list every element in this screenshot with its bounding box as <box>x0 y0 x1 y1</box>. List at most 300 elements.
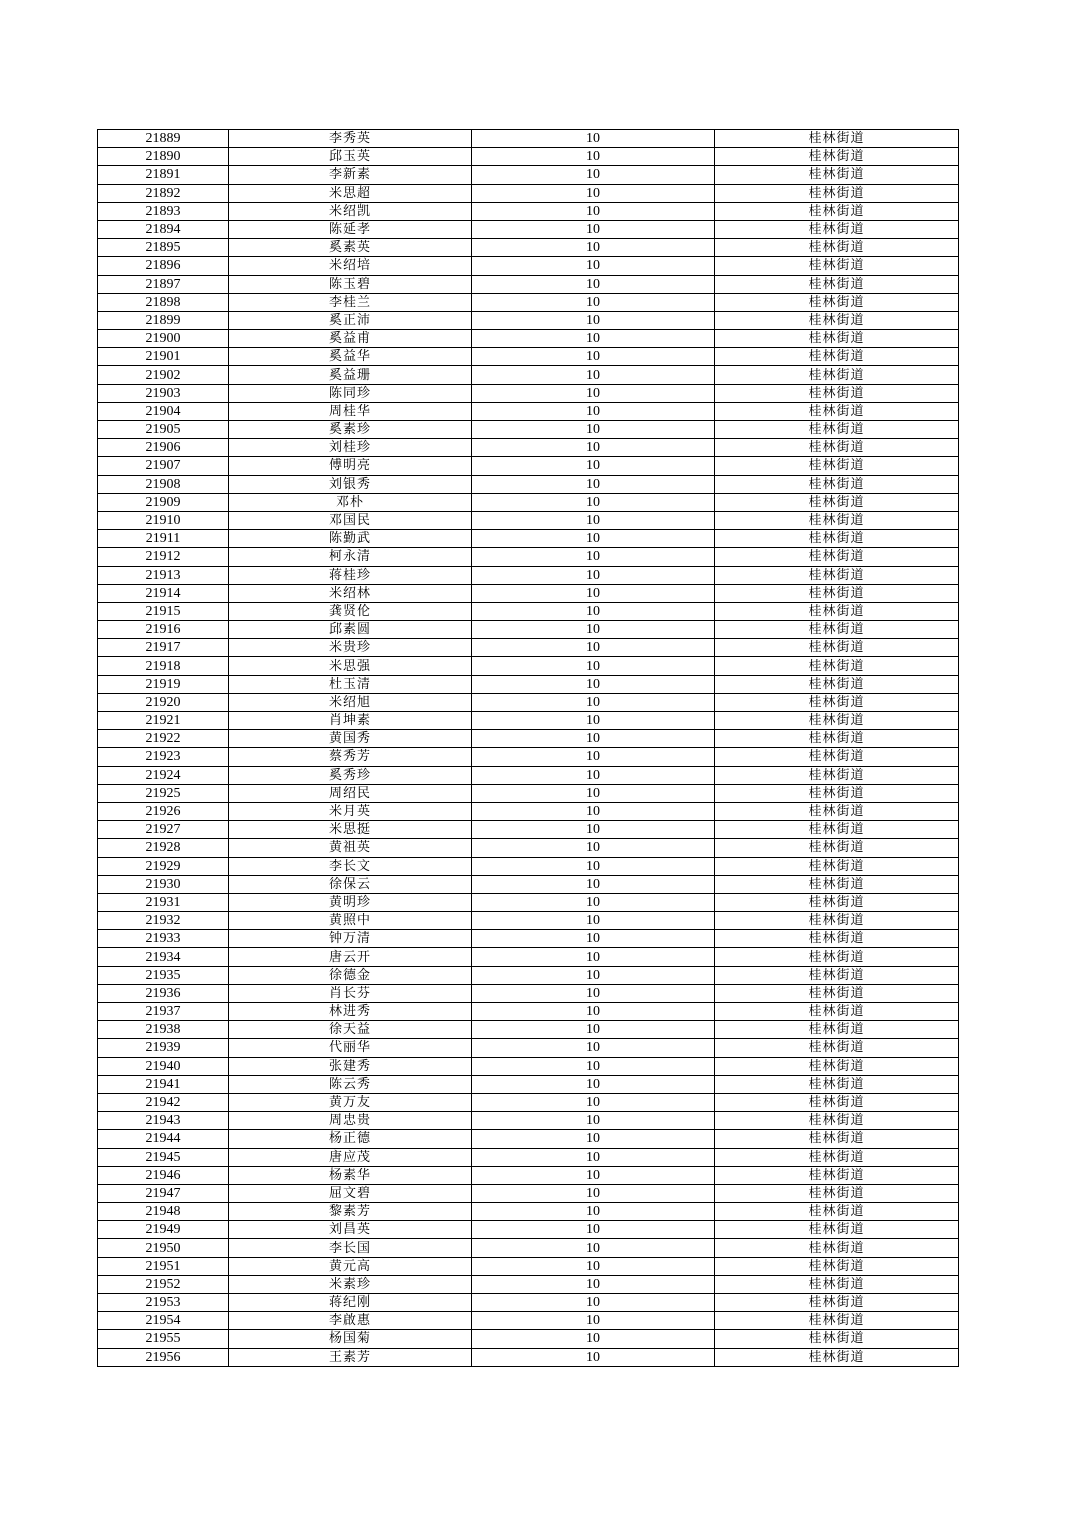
cell-amount: 10 <box>472 1257 715 1275</box>
table-row <box>98 1312 959 1330</box>
cell-name: 刘昌英 <box>229 1221 472 1239</box>
cell-street: 桂林街道 <box>715 293 959 311</box>
cell-name: 邓朴 <box>229 493 472 511</box>
cell-street: 桂林街道 <box>715 602 959 620</box>
cell-name: 陈玉碧 <box>229 275 472 293</box>
cell-amount: 10 <box>472 1221 715 1239</box>
cell-name: 徐天益 <box>229 1021 472 1039</box>
cell-street: 桂林街道 <box>715 1312 959 1330</box>
cell-street: 桂林街道 <box>715 712 959 730</box>
table-row <box>98 675 959 693</box>
cell-name: 米贵珍 <box>229 639 472 657</box>
cell-id: 21903 <box>98 384 229 402</box>
cell-amount: 10 <box>472 439 715 457</box>
cell-name: 代丽华 <box>229 1039 472 1057</box>
cell-street: 桂林街道 <box>715 748 959 766</box>
cell-id: 21944 <box>98 1130 229 1148</box>
cell-amount: 10 <box>472 602 715 620</box>
cell-name: 米绍林 <box>229 584 472 602</box>
cell-name: 黄明珍 <box>229 893 472 911</box>
cell-id: 21952 <box>98 1275 229 1293</box>
cell-amount: 10 <box>472 1330 715 1348</box>
cell-street: 桂林街道 <box>715 1039 959 1057</box>
cell-amount: 10 <box>472 511 715 529</box>
table-row <box>98 912 959 930</box>
cell-name: 李长国 <box>229 1239 472 1257</box>
cell-street: 桂林街道 <box>715 1075 959 1093</box>
cell-amount: 10 <box>472 148 715 166</box>
cell-name: 李长文 <box>229 857 472 875</box>
cell-amount: 10 <box>472 839 715 857</box>
cell-id: 21917 <box>98 639 229 657</box>
cell-amount: 10 <box>472 875 715 893</box>
cell-id: 21901 <box>98 348 229 366</box>
cell-street: 桂林街道 <box>715 1093 959 1111</box>
table-row <box>98 166 959 184</box>
cell-id: 21896 <box>98 257 229 275</box>
table-row <box>98 220 959 238</box>
table-row <box>98 348 959 366</box>
cell-street: 桂林街道 <box>715 1021 959 1039</box>
cell-id: 21919 <box>98 675 229 693</box>
table-row <box>98 730 959 748</box>
cell-amount: 10 <box>472 348 715 366</box>
cell-name: 周桂华 <box>229 402 472 420</box>
cell-id: 21938 <box>98 1021 229 1039</box>
table-row <box>98 1221 959 1239</box>
cell-id: 21939 <box>98 1039 229 1057</box>
cell-id: 21950 <box>98 1239 229 1257</box>
table-row <box>98 1294 959 1312</box>
cell-street: 桂林街道 <box>715 239 959 257</box>
cell-id: 21946 <box>98 1166 229 1184</box>
table-row <box>98 639 959 657</box>
cell-amount: 10 <box>472 493 715 511</box>
cell-id: 21932 <box>98 912 229 930</box>
table-row <box>98 748 959 766</box>
cell-amount: 10 <box>472 1112 715 1130</box>
cell-id: 21928 <box>98 839 229 857</box>
table-row <box>98 1239 959 1257</box>
cell-name: 李新素 <box>229 166 472 184</box>
cell-amount: 10 <box>472 1039 715 1057</box>
table-row <box>98 712 959 730</box>
cell-id: 21923 <box>98 748 229 766</box>
cell-name: 陈云秀 <box>229 1075 472 1093</box>
cell-amount: 10 <box>472 311 715 329</box>
cell-amount: 10 <box>472 1184 715 1202</box>
table-row <box>98 930 959 948</box>
cell-street: 桂林街道 <box>715 257 959 275</box>
cell-amount: 10 <box>472 566 715 584</box>
table-row <box>98 293 959 311</box>
cell-name: 奚益珊 <box>229 366 472 384</box>
table-row <box>98 1039 959 1057</box>
cell-street: 桂林街道 <box>715 1184 959 1202</box>
table-row <box>98 239 959 257</box>
cell-amount: 10 <box>472 402 715 420</box>
data-table <box>97 129 959 1367</box>
table-row <box>98 948 959 966</box>
cell-street: 桂林街道 <box>715 621 959 639</box>
cell-street: 桂林街道 <box>715 1130 959 1148</box>
cell-street: 桂林街道 <box>715 1239 959 1257</box>
cell-amount: 10 <box>472 893 715 911</box>
cell-name: 刘银秀 <box>229 475 472 493</box>
cell-amount: 10 <box>472 1275 715 1293</box>
cell-id: 21937 <box>98 1003 229 1021</box>
cell-name: 李秀英 <box>229 130 472 148</box>
cell-street: 桂林街道 <box>715 984 959 1002</box>
cell-name: 米素珍 <box>229 1275 472 1293</box>
cell-amount: 10 <box>472 948 715 966</box>
cell-street: 桂林街道 <box>715 421 959 439</box>
cell-street: 桂林街道 <box>715 1003 959 1021</box>
cell-amount: 10 <box>472 1203 715 1221</box>
cell-name: 米思强 <box>229 657 472 675</box>
cell-id: 21908 <box>98 475 229 493</box>
cell-name: 奚正沛 <box>229 311 472 329</box>
cell-name: 王素芳 <box>229 1348 472 1366</box>
cell-street: 桂林街道 <box>715 548 959 566</box>
cell-name: 米绍培 <box>229 257 472 275</box>
table-row <box>98 1075 959 1093</box>
cell-street: 桂林街道 <box>715 821 959 839</box>
cell-amount: 10 <box>472 1075 715 1093</box>
cell-name: 傅明亮 <box>229 457 472 475</box>
cell-street: 桂林街道 <box>715 202 959 220</box>
cell-id: 21913 <box>98 566 229 584</box>
table-row <box>98 1330 959 1348</box>
table-row <box>98 802 959 820</box>
table-row <box>98 784 959 802</box>
cell-amount: 10 <box>472 257 715 275</box>
cell-name: 邱玉英 <box>229 148 472 166</box>
table-row <box>98 311 959 329</box>
cell-street: 桂林街道 <box>715 930 959 948</box>
cell-name: 屈文碧 <box>229 1184 472 1202</box>
table-row <box>98 475 959 493</box>
cell-name: 黄国秀 <box>229 730 472 748</box>
cell-amount: 10 <box>472 966 715 984</box>
cell-id: 21927 <box>98 821 229 839</box>
table-row <box>98 202 959 220</box>
table-row <box>98 821 959 839</box>
cell-street: 桂林街道 <box>715 511 959 529</box>
cell-amount: 10 <box>472 1348 715 1366</box>
cell-amount: 10 <box>472 857 715 875</box>
cell-street: 桂林街道 <box>715 275 959 293</box>
cell-id: 21909 <box>98 493 229 511</box>
table-row <box>98 421 959 439</box>
cell-name: 柯永清 <box>229 548 472 566</box>
cell-name: 唐云开 <box>229 948 472 966</box>
cell-street: 桂林街道 <box>715 912 959 930</box>
table-row <box>98 1093 959 1111</box>
cell-street: 桂林街道 <box>715 1294 959 1312</box>
cell-amount: 10 <box>472 1003 715 1021</box>
cell-street: 桂林街道 <box>715 1112 959 1130</box>
cell-name: 米思超 <box>229 184 472 202</box>
table-row <box>98 984 959 1002</box>
cell-name: 钟万清 <box>229 930 472 948</box>
cell-id: 21924 <box>98 766 229 784</box>
cell-amount: 10 <box>472 1166 715 1184</box>
cell-name: 徐德金 <box>229 966 472 984</box>
cell-amount: 10 <box>472 657 715 675</box>
cell-street: 桂林街道 <box>715 1275 959 1293</box>
cell-name: 杨正德 <box>229 1130 472 1148</box>
cell-name: 奚素珍 <box>229 421 472 439</box>
table-row <box>98 566 959 584</box>
cell-street: 桂林街道 <box>715 530 959 548</box>
cell-id: 21925 <box>98 784 229 802</box>
cell-id: 21911 <box>98 530 229 548</box>
cell-amount: 10 <box>472 1294 715 1312</box>
cell-name: 蒋纪刚 <box>229 1294 472 1312</box>
cell-id: 21955 <box>98 1330 229 1348</box>
cell-street: 桂林街道 <box>715 893 959 911</box>
cell-street: 桂林街道 <box>715 1330 959 1348</box>
cell-amount: 10 <box>472 130 715 148</box>
table-row <box>98 584 959 602</box>
cell-amount: 10 <box>472 330 715 348</box>
cell-id: 21905 <box>98 421 229 439</box>
cell-id: 21906 <box>98 439 229 457</box>
cell-id: 21902 <box>98 366 229 384</box>
cell-name: 黎素芳 <box>229 1203 472 1221</box>
cell-street: 桂林街道 <box>715 457 959 475</box>
cell-street: 桂林街道 <box>715 948 959 966</box>
cell-street: 桂林街道 <box>715 966 959 984</box>
table-row <box>98 693 959 711</box>
cell-amount: 10 <box>472 184 715 202</box>
cell-street: 桂林街道 <box>715 1166 959 1184</box>
cell-street: 桂林街道 <box>715 366 959 384</box>
cell-amount: 10 <box>472 421 715 439</box>
cell-name: 徐保云 <box>229 875 472 893</box>
table-row <box>98 893 959 911</box>
cell-id: 21893 <box>98 202 229 220</box>
cell-id: 21940 <box>98 1057 229 1075</box>
cell-amount: 10 <box>472 220 715 238</box>
cell-amount: 10 <box>472 766 715 784</box>
cell-id: 21910 <box>98 511 229 529</box>
cell-id: 21943 <box>98 1112 229 1130</box>
cell-street: 桂林街道 <box>715 1148 959 1166</box>
table-row <box>98 966 959 984</box>
cell-name: 奚素英 <box>229 239 472 257</box>
cell-name: 邱素圆 <box>229 621 472 639</box>
cell-name: 陈同珍 <box>229 384 472 402</box>
cell-id: 21918 <box>98 657 229 675</box>
cell-name: 蒋桂珍 <box>229 566 472 584</box>
cell-name: 米绍凯 <box>229 202 472 220</box>
table-row <box>98 1148 959 1166</box>
table-row <box>98 1112 959 1130</box>
cell-amount: 10 <box>472 1148 715 1166</box>
table-row <box>98 257 959 275</box>
cell-name: 李桂兰 <box>229 293 472 311</box>
cell-amount: 10 <box>472 730 715 748</box>
cell-name: 林进秀 <box>229 1003 472 1021</box>
cell-amount: 10 <box>472 1130 715 1148</box>
table-row <box>98 1021 959 1039</box>
table-row <box>98 1057 959 1075</box>
cell-name: 陈勤武 <box>229 530 472 548</box>
cell-id: 21942 <box>98 1093 229 1111</box>
cell-name: 米绍旭 <box>229 693 472 711</box>
cell-id: 21936 <box>98 984 229 1002</box>
cell-id: 21912 <box>98 548 229 566</box>
cell-name: 龚贤伦 <box>229 602 472 620</box>
cell-name: 奚益甫 <box>229 330 472 348</box>
cell-street: 桂林街道 <box>715 784 959 802</box>
cell-amount: 10 <box>472 1093 715 1111</box>
cell-street: 桂林街道 <box>715 802 959 820</box>
cell-street: 桂林街道 <box>715 657 959 675</box>
cell-name: 黄万友 <box>229 1093 472 1111</box>
cell-id: 21920 <box>98 693 229 711</box>
cell-name: 张建秀 <box>229 1057 472 1075</box>
table-row <box>98 1203 959 1221</box>
cell-street: 桂林街道 <box>715 1257 959 1275</box>
cell-name: 肖长芬 <box>229 984 472 1002</box>
cell-street: 桂林街道 <box>715 639 959 657</box>
cell-id: 21916 <box>98 621 229 639</box>
cell-street: 桂林街道 <box>715 220 959 238</box>
cell-id: 21889 <box>98 130 229 148</box>
cell-amount: 10 <box>472 639 715 657</box>
table-row <box>98 439 959 457</box>
cell-id: 21895 <box>98 239 229 257</box>
cell-id: 21915 <box>98 602 229 620</box>
cell-street: 桂林街道 <box>715 1057 959 1075</box>
cell-name: 杜玉清 <box>229 675 472 693</box>
cell-name: 刘桂珍 <box>229 439 472 457</box>
cell-name: 蔡秀芳 <box>229 748 472 766</box>
cell-amount: 10 <box>472 675 715 693</box>
cell-amount: 10 <box>472 366 715 384</box>
cell-id: 21931 <box>98 893 229 911</box>
cell-id: 21900 <box>98 330 229 348</box>
cell-amount: 10 <box>472 693 715 711</box>
cell-id: 21922 <box>98 730 229 748</box>
cell-amount: 10 <box>472 1239 715 1257</box>
cell-amount: 10 <box>472 475 715 493</box>
table-row <box>98 457 959 475</box>
table-row <box>98 857 959 875</box>
cell-amount: 10 <box>472 712 715 730</box>
cell-name: 周忠贵 <box>229 1112 472 1130</box>
cell-id: 21904 <box>98 402 229 420</box>
table-row <box>98 148 959 166</box>
cell-name: 米月英 <box>229 802 472 820</box>
cell-amount: 10 <box>472 202 715 220</box>
cell-id: 21898 <box>98 293 229 311</box>
table-row <box>98 1184 959 1202</box>
cell-street: 桂林街道 <box>715 766 959 784</box>
cell-amount: 10 <box>472 457 715 475</box>
cell-amount: 10 <box>472 821 715 839</box>
table-row <box>98 130 959 148</box>
table-row <box>98 1166 959 1184</box>
table-row <box>98 1348 959 1366</box>
cell-name: 唐应茂 <box>229 1148 472 1166</box>
cell-name: 米思挺 <box>229 821 472 839</box>
table-row <box>98 875 959 893</box>
cell-street: 桂林街道 <box>715 184 959 202</box>
cell-id: 21892 <box>98 184 229 202</box>
cell-amount: 10 <box>472 1021 715 1039</box>
cell-amount: 10 <box>472 530 715 548</box>
table-row <box>98 1003 959 1021</box>
table-row <box>98 384 959 402</box>
cell-id: 21899 <box>98 311 229 329</box>
table-row <box>98 184 959 202</box>
cell-amount: 10 <box>472 1057 715 1075</box>
cell-name: 肖坤素 <box>229 712 472 730</box>
cell-id: 21947 <box>98 1184 229 1202</box>
table-body <box>98 130 959 1367</box>
cell-street: 桂林街道 <box>715 857 959 875</box>
table-row <box>98 657 959 675</box>
cell-amount: 10 <box>472 584 715 602</box>
cell-name: 黄祖英 <box>229 839 472 857</box>
table-row <box>98 330 959 348</box>
cell-id: 21934 <box>98 948 229 966</box>
cell-amount: 10 <box>472 275 715 293</box>
cell-street: 桂林街道 <box>715 693 959 711</box>
cell-street: 桂林街道 <box>715 166 959 184</box>
cell-amount: 10 <box>472 621 715 639</box>
cell-street: 桂林街道 <box>715 875 959 893</box>
cell-street: 桂林街道 <box>715 1348 959 1366</box>
cell-id: 21951 <box>98 1257 229 1275</box>
table-row <box>98 766 959 784</box>
cell-name: 黄元高 <box>229 1257 472 1275</box>
cell-street: 桂林街道 <box>715 584 959 602</box>
table-row <box>98 366 959 384</box>
table-row <box>98 402 959 420</box>
cell-street: 桂林街道 <box>715 311 959 329</box>
cell-amount: 10 <box>472 1312 715 1330</box>
cell-street: 桂林街道 <box>715 130 959 148</box>
cell-amount: 10 <box>472 912 715 930</box>
cell-street: 桂林街道 <box>715 330 959 348</box>
cell-amount: 10 <box>472 293 715 311</box>
cell-street: 桂林街道 <box>715 839 959 857</box>
cell-street: 桂林街道 <box>715 348 959 366</box>
cell-id: 21921 <box>98 712 229 730</box>
cell-id: 21929 <box>98 857 229 875</box>
cell-name: 李啟惠 <box>229 1312 472 1330</box>
cell-street: 桂林街道 <box>715 475 959 493</box>
cell-id: 21935 <box>98 966 229 984</box>
cell-name: 邓国民 <box>229 511 472 529</box>
cell-id: 21933 <box>98 930 229 948</box>
cell-id: 21890 <box>98 148 229 166</box>
cell-id: 21954 <box>98 1312 229 1330</box>
cell-id: 21914 <box>98 584 229 602</box>
table-row <box>98 1130 959 1148</box>
cell-name: 周绍民 <box>229 784 472 802</box>
cell-name: 黄照中 <box>229 912 472 930</box>
cell-id: 21891 <box>98 166 229 184</box>
cell-name: 杨素华 <box>229 1166 472 1184</box>
cell-amount: 10 <box>472 984 715 1002</box>
cell-amount: 10 <box>472 802 715 820</box>
